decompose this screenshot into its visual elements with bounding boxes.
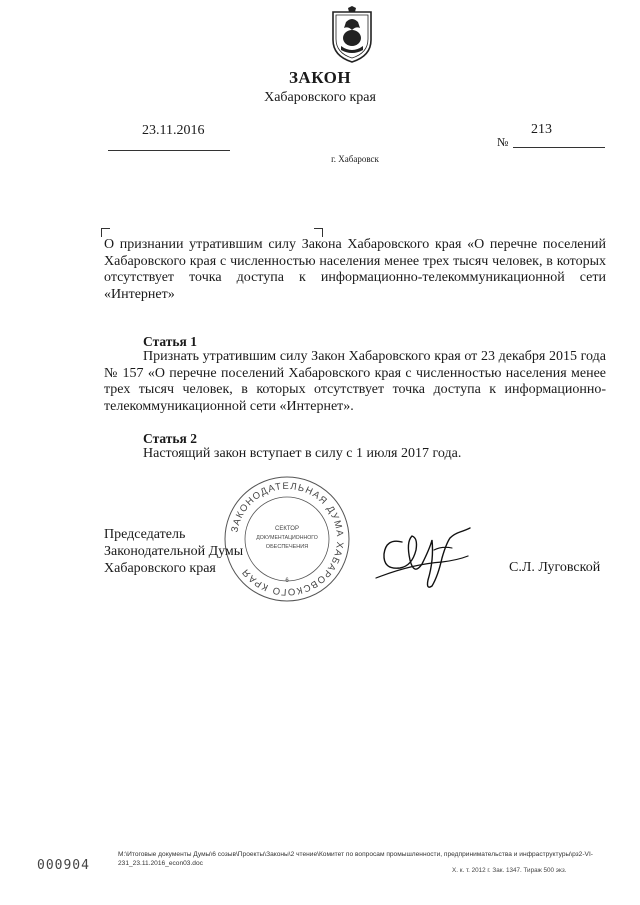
signatory-position (104, 526, 243, 577)
svg-text:ЗАКОНОДАТЕЛЬНАЯ ДУМА ХАБАРОВСК: ЗАКОНОДАТЕЛЬНАЯ ДУМА ХАБАРОВСКОГО КРАЯ (229, 480, 346, 598)
article-2-text: Настоящий закон вступает в силу с 1 июля 2017 года. (143, 446, 462, 461)
print-info: Х. к. т. 2012 г. Зак. 1347. Тираж 500 экз. (452, 867, 567, 874)
coat-of-arms-emblem (329, 6, 375, 64)
handwritten-signature (372, 520, 474, 594)
article-1-text: Признать утратившим силу Закон Хабаровского края от 23 декабря 2015 года № 157 «О перечне поселений Хабаровского края с численностью населения менее трех тысяч человек, в которых отсутствует точка доступа к информационно-телекоммуникационной сети «Интернет». (104, 349, 606, 414)
sheet-number: 000904 (37, 858, 90, 873)
file-path: M:\Итоговые документы Думы\6 созыв\Проекты\Законы\2 чтение\Комитет по вопросам промышленности, предпринимательства и инфраструктуры\рз2-VI-231_23.11.2016_econ03.doc (118, 851, 593, 867)
number-sign: № (497, 135, 509, 149)
law-heading: О признании утратившим силу Закона Хабаровского края «О перечне поселений Хабаровского края с численностью населения менее трех тысяч человек, в которых отсутствует точка доступа к информационно-телекоммуникационной сети «Интернет» (104, 237, 606, 302)
article-2-title: Статья 2 (143, 431, 197, 446)
number-underline (513, 147, 605, 148)
law-date: 23.11.2016 (142, 123, 205, 138)
signatory-position-line3: Хабаровского края (104, 561, 216, 576)
date-underline (108, 150, 230, 151)
signatory-name: С.Л. Луговской (509, 560, 601, 575)
city-label: г. Хабаровск (331, 154, 379, 164)
svg-text:ДОКУМЕНТАЦИОННОГО: ДОКУМЕНТАЦИОННОГО (256, 535, 318, 541)
svg-text:СЕКТОР: СЕКТОР (275, 526, 299, 532)
heading-bracket-right (314, 228, 323, 237)
heading-bracket-left (101, 228, 110, 237)
article-1-title: Статья 1 (143, 334, 197, 349)
signatory-position-line1: Председатель (104, 527, 186, 542)
law-number: 213 (531, 122, 552, 137)
svg-text:6: 6 (285, 578, 289, 584)
law-region: Хабаровского края (264, 90, 376, 105)
law-title: ЗАКОН (288, 68, 352, 87)
svg-text:ОБЕСПЕЧЕНИЯ: ОБЕСПЕЧЕНИЯ (265, 544, 309, 550)
signatory-position-line2: Законодательной Думы (104, 544, 244, 559)
